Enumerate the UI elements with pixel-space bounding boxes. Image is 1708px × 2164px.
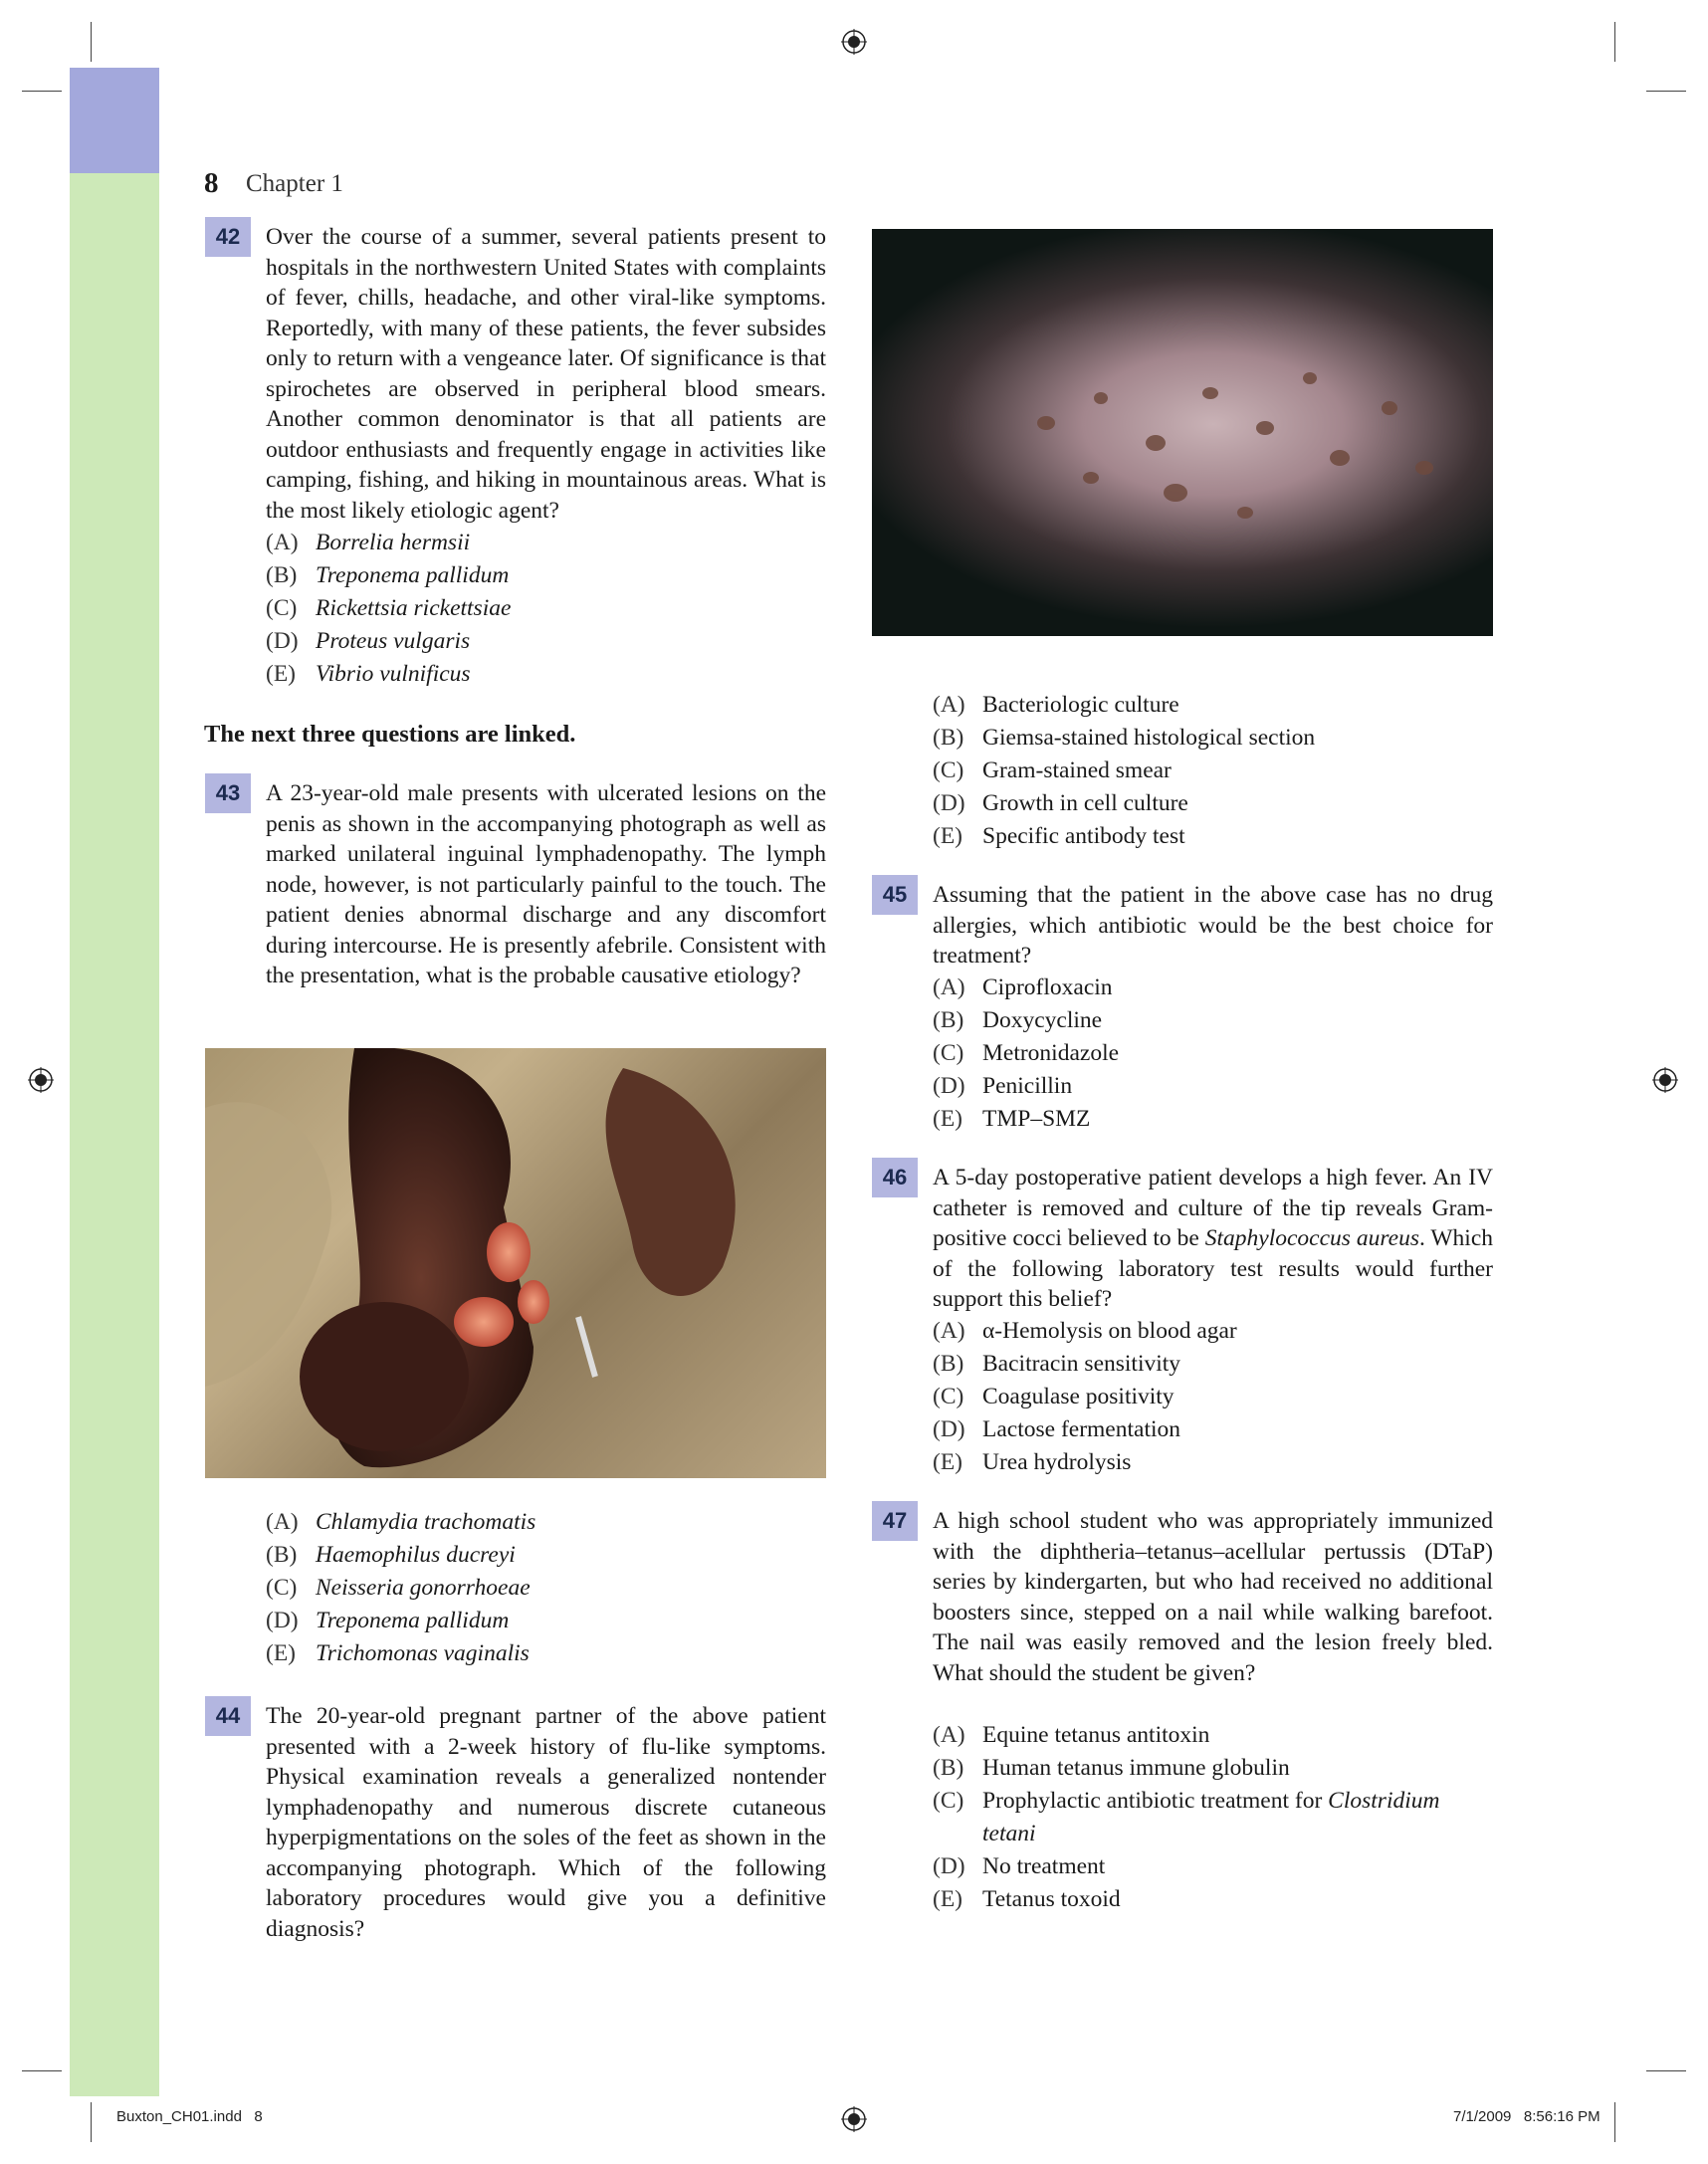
answer-option[interactable] [933,1785,1493,1850]
option-text: Urea hydrolysis [982,1449,1132,1475]
option-text: Trichomonas vaginalis [316,1640,530,1666]
option-letter: (D) [266,1608,299,1633]
option-letter: (E) [266,1640,297,1666]
option-letter: (C) [266,595,298,621]
answer-option[interactable] [933,1850,1493,1883]
crop-mark [91,2102,92,2142]
answer-option[interactable] [266,527,826,559]
option-letter: (B) [266,1542,298,1568]
crop-mark [1646,2070,1686,2071]
answer-option[interactable] [933,972,1493,1004]
registration-mark-icon [1652,1067,1678,1093]
option-letter: (A) [933,974,965,1000]
option-text: Specific antibody test [982,823,1185,849]
option-text: Penicillin [982,1073,1073,1099]
registration-mark-icon [841,2106,867,2132]
answer-option[interactable] [933,1446,1493,1479]
option-text: Growth in cell culture [982,790,1188,816]
answer-option[interactable] [266,559,826,592]
crop-mark [1614,2102,1615,2142]
crop-mark [22,91,62,92]
answer-option[interactable] [933,1037,1493,1070]
answer-option[interactable] [933,689,1493,722]
option-text: Giemsa-stained histological section [982,725,1316,751]
option-text: Bacitracin sensitivity [982,1351,1181,1377]
answer-option[interactable] [266,1539,826,1572]
option-text: Lactose fermentation [982,1416,1181,1442]
clinical-photo-foot-sole-lesions [872,229,1493,636]
option-text: Borrelia hermsii [316,530,471,555]
option-letter: (A) [933,692,965,718]
stem-text: . Which of the following laboratory test results would further support this belief? [933,1225,1493,1312]
option-text: Tetanus toxoid [982,1886,1121,1912]
answer-option[interactable] [933,1719,1493,1752]
answer-option[interactable] [933,1004,1493,1037]
question-stem: Over the course of a summer, several patients present to hospitals in the northwestern United States with complaints of fever, chills, headache, and other viral-like symptoms. Reportedly, with many of these patients, the fever subsides only to return with a vengeance later. Of significance is that spirochetes are observed in peripheral blood smears. Another common denominator is that all patients are outdoor enthusiasts and frequently engage in activities like camping, fishing, and hiking in mountainous areas. What is the most likely etiologic agent? [266,224,826,524]
answer-option[interactable] [266,592,826,625]
option-letter: (E) [933,1449,963,1475]
option-text: Vibrio vulnificus [316,661,471,687]
option-letter: (A) [266,1509,299,1535]
option-text: Doxycycline [982,1007,1103,1033]
option-organism: Clostridium tetani [982,1788,1440,1846]
option-text: Metronidazole [982,1040,1120,1066]
option-text: Haemophilus ducreyi [316,1542,516,1568]
question-number-badge: 47 [872,1501,918,1541]
question-stem: Assuming that the patient in the above case has no drug allergies, which antibiotic would be the best choice for treatment? [933,882,1493,969]
question-number-badge: 43 [205,773,251,813]
margin-strip-green [70,173,159,2096]
answer-option[interactable] [933,1315,1493,1348]
registration-mark-icon [28,1067,54,1093]
option-text: No treatment [982,1853,1106,1879]
answer-option[interactable] [933,1070,1493,1103]
crop-mark [91,22,92,62]
option-list [933,1719,1493,1916]
chapter-title: Chapter 1 [246,170,343,197]
answer-option[interactable] [266,1572,826,1605]
answer-option[interactable] [933,1883,1493,1916]
answer-option[interactable] [266,1506,826,1539]
option-letter: (E) [933,1106,963,1132]
option-text [982,1785,1493,1850]
option-list [266,527,826,691]
answer-option[interactable] [933,755,1493,787]
option-letter: (A) [266,530,299,555]
answer-option[interactable] [933,1103,1493,1136]
stem-organism: Staphylococcus aureus [1204,1225,1419,1251]
clinical-photo-penile-ulcers [205,1048,826,1478]
stem-text: A 5-day postoperative patient develops a high fever. An IV catheter is removed and culture of the tip reveals Gram-positive cocci believed to be [933,1165,1493,1251]
question-stem: The 20-year-old pregnant partner of the above patient presented with a 2-week history of flu-like symptoms. Physical examination reveals a generalized nontender lymphadenopathy and numerous discrete cutaneous hyperpigmentations on the soles of the feet as shown in the accompanying photograph. Which of the following laboratory procedures would give you a definitive diagnosis? [266,1703,826,1942]
answer-option[interactable] [933,1381,1493,1413]
option-letter: (C) [933,1040,964,1066]
option-text: TMP–SMZ [982,1106,1091,1132]
option-letter: (E) [266,661,297,687]
option-list [933,689,1493,853]
option-text: Gram-stained smear [982,757,1172,783]
option-text: α-Hemolysis on blood agar [982,1318,1237,1344]
footer-timestamp: 7/1/2009 8:56:16 PM [1453,2108,1601,2125]
answer-option[interactable] [933,1348,1493,1381]
question-stem: A 23-year-old male presents with ulcerated lesions on the penis as shown in the accompanying photograph as well as marked unilateral inguinal lymphadenopathy. The lymph node, however, is not particularly painful to the touch. The patient denies abnormal discharge and any discomfort during intercourse. He is presently afebrile. Consistent with the presentation, what is the probable causative etiology? [266,780,826,988]
question-number-badge: 45 [872,875,918,915]
option-letter: (A) [933,1318,965,1344]
answer-option[interactable] [933,722,1493,755]
option-letter: (B) [933,1755,964,1781]
question-number-badge: 46 [872,1158,918,1197]
option-text: Bacteriologic culture [982,692,1179,718]
option-letter: (C) [933,757,964,783]
option-text: Equine tetanus antitoxin [982,1722,1210,1748]
question-stem [933,1163,1493,1315]
option-letter: (E) [933,1886,963,1912]
option-letter: (B) [933,1351,964,1377]
crop-mark [1646,91,1686,92]
crop-mark [22,2070,62,2071]
chapter-tab-blue [70,68,159,173]
option-list [933,1315,1493,1479]
question-number-badge: 42 [205,217,251,257]
option-text: Human tetanus immune globulin [982,1755,1290,1781]
answer-option[interactable] [933,820,1493,853]
option-text-plain: Prophylactic antibiotic treatment for [982,1788,1329,1814]
option-letter: (A) [933,1722,965,1748]
option-letter: (C) [266,1575,298,1601]
answer-option[interactable] [266,1637,826,1670]
footer-filename: Buxton_CH01.indd 8 [116,2108,263,2125]
option-text: Ciprofloxacin [982,974,1113,1000]
option-text: Rickettsia rickettsiae [316,595,512,621]
crop-mark [1614,22,1615,62]
option-letter: (B) [933,725,964,751]
option-text: Proteus vulgaris [316,628,471,654]
answer-option[interactable] [266,1605,826,1637]
answer-option[interactable] [933,787,1493,820]
answer-option[interactable] [266,658,826,691]
option-text: Chlamydia trachomatis [316,1509,536,1535]
option-letter: (C) [933,1384,964,1409]
option-list [933,972,1493,1136]
option-letter: (D) [266,628,299,654]
option-letter: (B) [933,1007,964,1033]
answer-option[interactable] [933,1752,1493,1785]
answer-option[interactable] [266,625,826,658]
option-letter: (D) [933,1853,965,1879]
option-letter: (B) [266,562,298,588]
page-number: 8 [204,167,219,199]
answer-option[interactable] [933,1413,1493,1446]
option-list [266,1506,826,1670]
option-text: Treponema pallidum [316,562,510,588]
registration-mark-icon [841,29,867,55]
option-letter: (C) [933,1788,964,1814]
option-text: Neisseria gonorrhoeae [316,1575,531,1601]
question-number-badge: 44 [205,1696,251,1736]
question-stem: A high school student who was appropriately immunized with the diphtheria–tetanus–acellular pertussis (DTaP) series by kindergarten, but who had received no additional boosters since, stepped on a nail while walking barefoot. The nail was easily removed and the lesion freely bled. What should the student be given? [933,1508,1493,1686]
option-text: Coagulase positivity [982,1384,1174,1409]
linked-questions-note: The next three questions are linked. [204,721,576,748]
option-letter: (D) [933,1416,965,1442]
option-text: Treponema pallidum [316,1608,510,1633]
option-letter: (D) [933,1073,965,1099]
option-letter: (E) [933,823,963,849]
option-letter: (D) [933,790,965,816]
